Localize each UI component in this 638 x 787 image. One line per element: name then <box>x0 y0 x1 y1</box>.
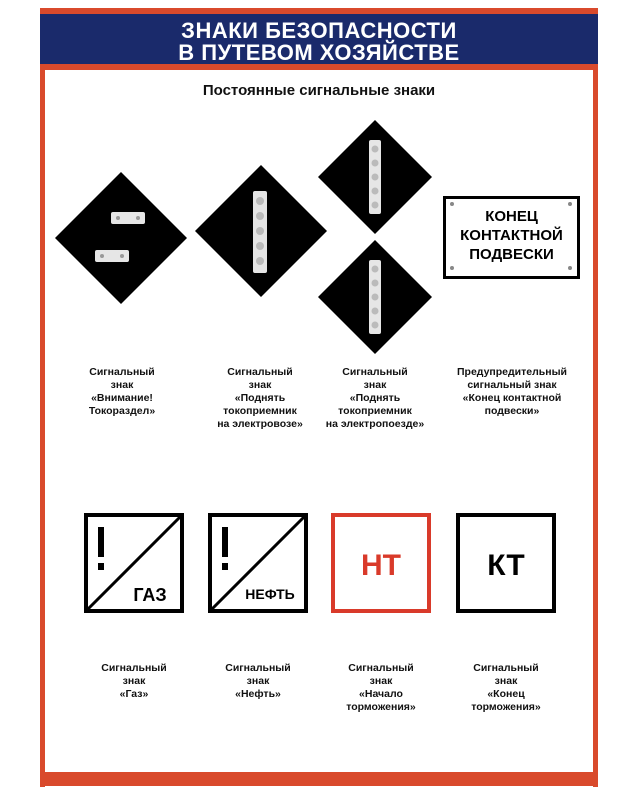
header-line-1: ЗНАКИ БЕЗОПАСНОСТИ <box>181 18 457 43</box>
caption-sign-1: Сигнальный знак «Внимание! Токораздел» <box>88 366 156 417</box>
sign-oil <box>208 513 308 613</box>
sign-brake-start <box>331 513 431 613</box>
section-subtitle: Постоянные сигнальные знаки <box>202 82 436 99</box>
kontakt-line-3: ПОДВЕСКИ <box>469 246 554 263</box>
kontakt-line-2: КОНТАКТНОЙ <box>460 227 563 244</box>
caption-sign-brake-end: Сигнальный знак «Конец торможения» <box>471 662 541 713</box>
sign-end-of-catenary <box>443 196 580 279</box>
caption-sign-4: Предупредительный сигнальный знак «Конец контактной подвески» <box>456 366 568 417</box>
sign-gas-label: ГАЗ <box>133 585 167 605</box>
screw-icon <box>568 202 572 206</box>
sign-brake-end-label: КТ <box>487 549 525 582</box>
sign-brake-end <box>456 513 556 613</box>
caption-sign-3: Сигнальный знак «Поднять токоприемник на электропоезде» <box>325 366 425 430</box>
sign-brake-start-label: НТ <box>361 549 401 582</box>
sign-raise-pantograph-emu <box>318 120 432 354</box>
poster-bottom-bar <box>40 772 598 786</box>
sign-raise-pantograph-locomotive <box>195 165 327 297</box>
caption-sign-brake-start: Сигнальный знак «Начало торможения» <box>346 662 416 713</box>
caption-sign-oil: Сигнальный знак «Нефть» <box>225 662 291 700</box>
poster-header <box>40 8 598 70</box>
screw-icon <box>568 266 572 270</box>
caption-sign-2: Сигнальный знак «Поднять токоприемник на электровозе» <box>217 366 303 430</box>
header-line-2: В ПУТЕВОМ ХОЗЯЙСТВЕ <box>178 40 460 65</box>
screw-icon <box>450 202 454 206</box>
kontakt-line-1: КОНЕЦ <box>485 208 538 225</box>
caption-sign-gas: Сигнальный знак «Газ» <box>101 662 167 700</box>
sign-oil-label: НЕФТЬ <box>245 586 295 602</box>
screw-icon <box>450 266 454 270</box>
sign-gas <box>84 513 184 613</box>
sign-attention-tokorazdel <box>55 172 187 304</box>
